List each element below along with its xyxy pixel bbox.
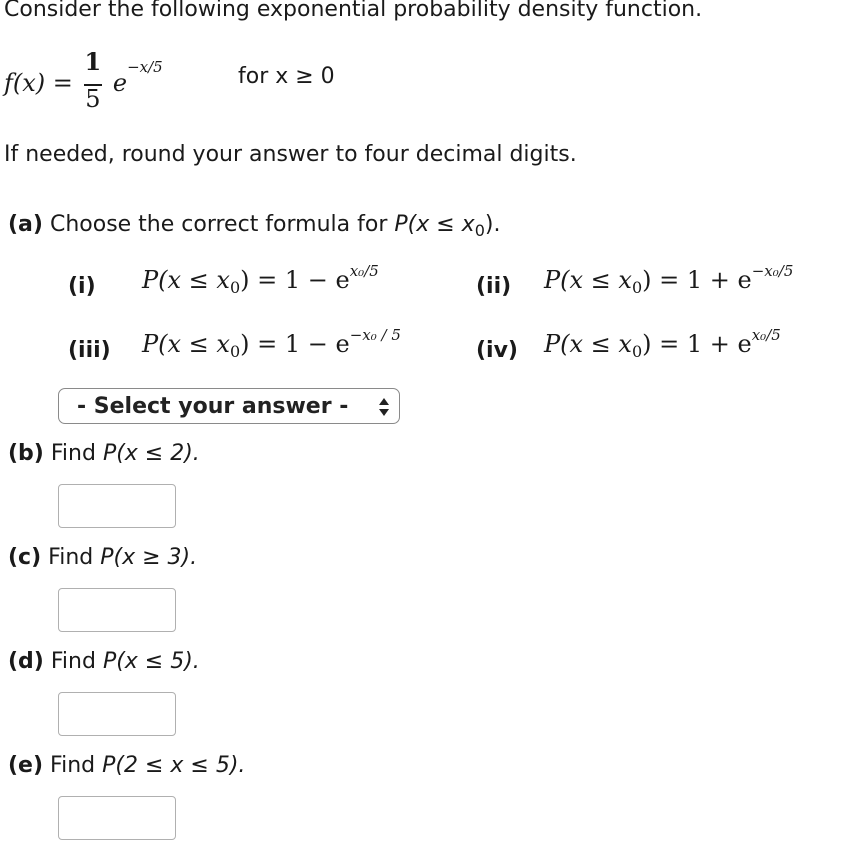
pdf-base: e: [112, 69, 128, 97]
select-label: - Select your answer -: [77, 393, 349, 419]
pdf-denominator: 5: [85, 85, 101, 113]
part-b-label: (b): [8, 441, 44, 466]
pdf-fraction: [83, 47, 103, 119]
part-c-prompt: Find: [48, 545, 94, 570]
part-d-expr: P(x ≤ 5).: [102, 649, 200, 674]
part-e-label: (e): [8, 753, 44, 778]
part-d-answer-input[interactable]: [58, 692, 176, 736]
pdf-formula: [4, 47, 163, 119]
up-down-arrows-icon: [378, 396, 390, 418]
option-iii-formula: $P(x \le x_0) = 1 - e^{-x_0 / 5}$: [142, 326, 401, 361]
option-iv-formula: $P(x \le x_0) = 1 + e^{x_0/5}$: [544, 326, 781, 361]
part-a-expr: P(x ≤ x: [394, 212, 475, 237]
option-i-formula: $P(x \le x_0) = 1 - e^{x_0/5}$: [142, 262, 379, 297]
pdf-domain: for x ≥ 0: [238, 64, 335, 89]
part-b-expr: P(x ≤ 2).: [102, 441, 200, 466]
part-d-question: [8, 649, 200, 674]
part-a-question: [8, 212, 501, 240]
option-ii-label: (ii): [476, 274, 512, 299]
answer-select[interactable]: [58, 388, 400, 424]
part-d-prompt: Find: [50, 649, 96, 674]
intro-text: Consider the following exponential probability density function.: [4, 0, 703, 22]
part-a-sub: 0: [474, 221, 485, 240]
part-e-question: [8, 753, 245, 778]
part-a-label: (a): [8, 212, 43, 237]
pdf-exponent: −x/5: [127, 58, 163, 76]
part-c-label: (c): [8, 545, 42, 570]
part-e-prompt: Find: [50, 753, 96, 778]
option-i-label: (i): [68, 274, 96, 299]
pdf-numerator: 1: [84, 47, 102, 76]
pdf-lhs: f(x) =: [4, 69, 73, 97]
part-b-question: [8, 441, 200, 466]
part-a-prompt: Choose the correct formula for: [49, 212, 388, 237]
part-e-answer-input[interactable]: [58, 796, 176, 840]
part-a-after: ).: [484, 212, 501, 237]
option-iii-label: (iii): [68, 338, 111, 363]
rounding-note: If needed, round your answer to four decimal digits.: [4, 142, 577, 167]
option-iv-label: (iv): [476, 338, 518, 363]
part-c-expr: P(x ≥ 3).: [100, 545, 198, 570]
part-b-answer-input[interactable]: [58, 484, 176, 528]
part-c-answer-input[interactable]: [58, 588, 176, 632]
part-c-question: [8, 545, 197, 570]
part-d-label: (d): [8, 649, 44, 674]
option-ii-formula: $P(x \le x_0) = 1 + e^{-x_0/5}$: [544, 262, 794, 297]
part-e-expr: P(2 ≤ x ≤ 5).: [102, 753, 246, 778]
part-b-prompt: Find: [50, 441, 96, 466]
